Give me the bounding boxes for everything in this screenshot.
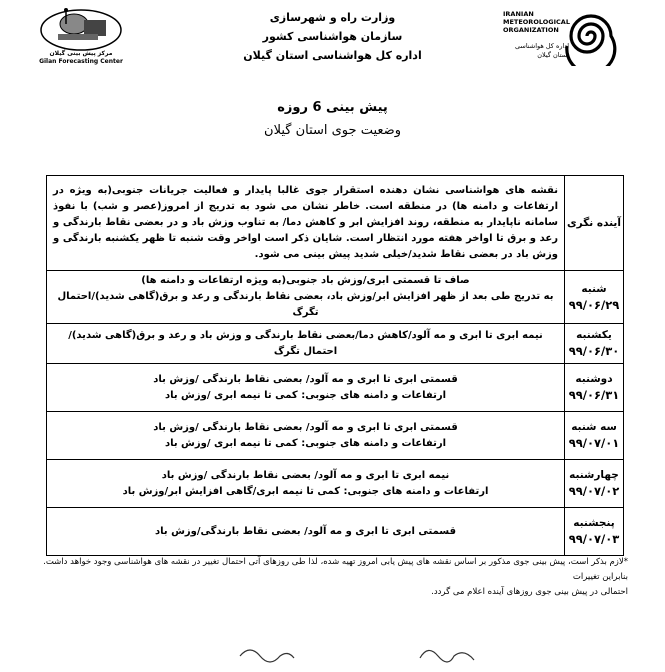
forecast-description bbox=[47, 176, 565, 271]
logo-line-2: METEOROLOGICAL bbox=[503, 18, 570, 26]
forecast-line: نیمه ابری تا ابری و مه آلود/ بعضی نقاط بارندگی /وزش باد bbox=[161, 469, 450, 481]
day-name: یکشنبه bbox=[576, 329, 612, 341]
signature-icon bbox=[0, 638, 665, 668]
day-cell bbox=[565, 271, 624, 324]
forecast-line: نقشه های هواشناسی نشان دهنده استقرار جوی غالبا پایدار و فعالیت جریانات جنوبی(به ویژه در ارتفاعات و دامنه ها) در منطقه است. خاطر نشان می شود به تدریج از امروز(عصر و شب) با نفوذ سامانه ناپایدار به منطقه، روند افزایش ابر و کاهش دما/ به تناوب وزش باد و در بعضی نقاط بارندگی و رعد و برق تا اواخر هفته مورد انتظار است. شایان ذکر است اواخر وقت شنبه تا ظهر یکشنبه بارندگی و وزش باد در بعضی نقاط شدید/خیلی شدید پیش بینی می شود. bbox=[53, 185, 558, 260]
forecast-line: صاف تا قسمتی ابری/وزش باد جنوبی(به ویژه ارتفاعات و دامنه ها) bbox=[141, 275, 470, 286]
day-date: ۹۹/۰۶/۳۰ bbox=[568, 344, 620, 358]
forecast-line: قسمتی ابری تا ابری و مه آلود/ بعضی نقاط بارندگی /وزش باد bbox=[153, 421, 458, 433]
day-name: پنجشنبه bbox=[573, 517, 615, 529]
forecast-description bbox=[47, 324, 565, 364]
table-row bbox=[47, 364, 624, 412]
footnote-line-2: احتمالی در پیش بینی جوی روزهای آینده اعلام می گردد. bbox=[431, 587, 628, 597]
forecast-line: ارتفاعات و دامنه های جنوبی: کمی تا نیمه ابری /وزش باد bbox=[164, 389, 447, 401]
day-name: آینده نگری bbox=[567, 216, 621, 229]
day-name: سه شنبه bbox=[571, 421, 617, 433]
day-date: ۹۹/۰۷/۰۱ bbox=[568, 436, 620, 450]
forecast-line: ارتفاعات و دامنه های جنوبی: کمی تا نیمه ابری/گاهی افزایش ابر/وزش باد bbox=[122, 485, 489, 497]
ministry-name: وزارت راه و شهرسازی bbox=[269, 11, 396, 24]
organization-name: سازمان هواشناسی کشور bbox=[262, 30, 403, 43]
table-row bbox=[47, 508, 624, 556]
header bbox=[0, 8, 665, 65]
day-cell bbox=[565, 412, 624, 460]
logo-line-1: IRANIAN bbox=[503, 10, 534, 18]
table-row bbox=[47, 176, 624, 271]
logo-office-line-1: اداره کل هواشناسی bbox=[514, 42, 569, 50]
signatures bbox=[0, 638, 665, 668]
table-row bbox=[47, 412, 624, 460]
logo-office-line-2: استان گیلان bbox=[537, 51, 569, 59]
day-name: شنبه bbox=[581, 282, 607, 295]
table-row bbox=[47, 324, 624, 364]
footnote bbox=[40, 555, 628, 600]
logo-left-persian: مرکز پیش بینی گیلان bbox=[49, 50, 113, 57]
day-cell bbox=[565, 508, 624, 556]
table-row bbox=[47, 460, 624, 508]
forecast-line: نیمه ابری تا ابری و مه آلود/کاهش دما/بعضی نقاط بارندگی و وزش باد و رعد و برق(گاهی شدید)/احتمال تگرگ bbox=[68, 329, 543, 357]
logo-line-3: ORGANIZATION bbox=[503, 26, 559, 34]
day-date: ۹۹/۰۷/۰۳ bbox=[568, 532, 620, 546]
forecast-table bbox=[46, 175, 624, 556]
forecast-description bbox=[47, 508, 565, 556]
forecast-description bbox=[47, 271, 565, 324]
title-block bbox=[0, 96, 665, 142]
forecast-line: قسمتی ابری تا ابری و مه آلود/ بعضی نقاط بارندگی /وزش باد bbox=[153, 373, 458, 385]
day-date: ۹۹/۰۷/۰۲ bbox=[568, 484, 620, 498]
day-cell bbox=[565, 324, 624, 364]
forecast-description bbox=[47, 460, 565, 508]
day-cell bbox=[565, 460, 624, 508]
table-row bbox=[47, 271, 624, 324]
day-name: دوشنبه bbox=[575, 373, 613, 385]
page-subtitle: وضعیت جوی استان گیلان bbox=[264, 123, 401, 138]
footnote-line-1: *لازم بذکر است، پیش بینی جوی مذکور بر اساس نقشه های پیش یابی امروز تهیه شده، لذا طی روزهای آتی احتمال تغییر در نقشه های هواشناسی وجود خواهد داشت. بنابراین تغییرات bbox=[43, 557, 628, 582]
forecast-line: ارتفاعات و دامنه های جنوبی: کمی تا نیمه ابری /وزش باد bbox=[164, 437, 447, 449]
day-cell bbox=[565, 364, 624, 412]
page-title: پیش بینی 6 روزه bbox=[277, 100, 388, 115]
day-cell bbox=[565, 176, 624, 271]
office-name: اداره کل هواشناسی استان گیلان bbox=[243, 49, 422, 62]
logo-left-english: Gilan Forecasting Center bbox=[39, 58, 123, 65]
forecast-description bbox=[47, 412, 565, 460]
day-date: ۹۹/۰۶/۳۱ bbox=[568, 388, 620, 402]
forecast-line: به تدریج طی بعد از ظهر افزایش ابر/وزش باد، بعضی نقاط بارندگی و رعد و برق(گاهی شدید)/احتمال تگرگ bbox=[57, 291, 554, 318]
day-name: چهارشنبه bbox=[569, 469, 619, 481]
forecast-description bbox=[47, 364, 565, 412]
day-date: ۹۹/۰۶/۲۹ bbox=[568, 297, 620, 312]
forecast-line: قسمتی ابری تا ابری و مه آلود/ بعضی نقاط بارندگی/وزش باد bbox=[154, 525, 457, 537]
